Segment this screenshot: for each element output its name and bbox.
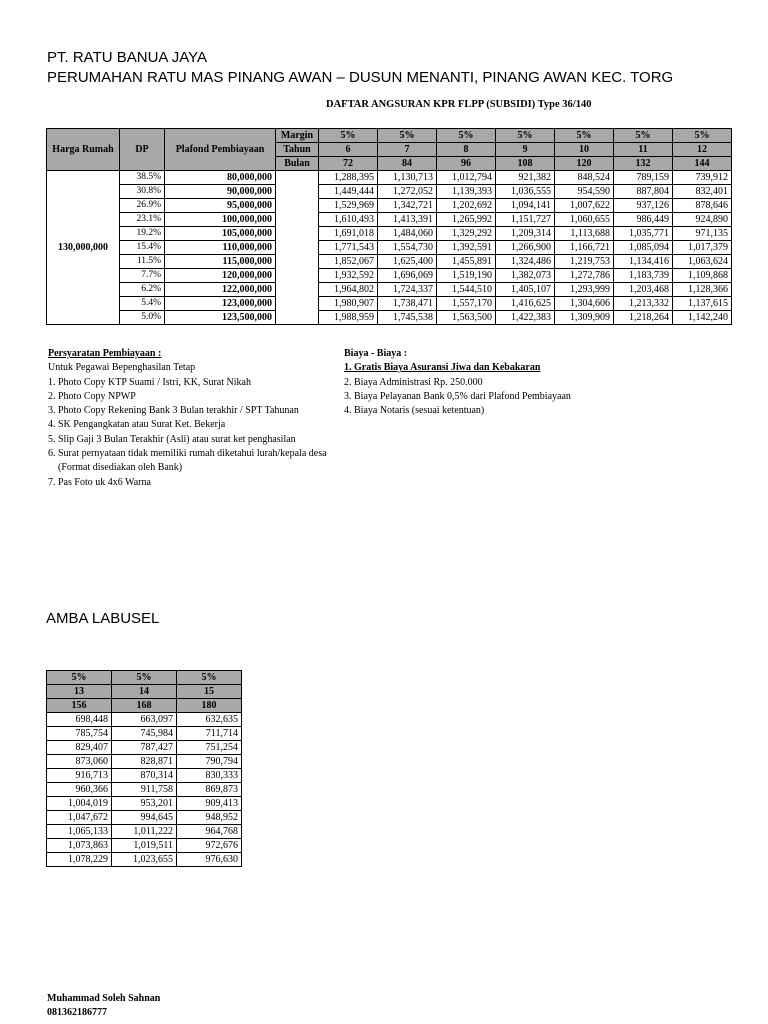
installment-cell: 1,272,052 [378, 185, 437, 199]
installment-cell: 1,265,992 [437, 213, 496, 227]
installment-cell: 1,019,511 [112, 839, 177, 853]
tahun-cell: 11 [614, 143, 673, 157]
plafond-cell: 123,500,000 [165, 311, 276, 325]
margin-cell: 5% [555, 129, 614, 143]
table-title: DAFTAR ANGSURAN KPR FLPP (SUBSIDI) Type 36/140 [326, 99, 592, 110]
table-row [47, 769, 242, 783]
header-row-tahun [47, 685, 242, 699]
table-row [47, 213, 732, 227]
tahun-cell: 6 [319, 143, 378, 157]
installment-cell: 976,630 [177, 853, 242, 867]
requirement-item: Untuk Pegawai Bepenghasilan Tetap [48, 362, 196, 374]
bulan-cell: 84 [378, 157, 437, 171]
installment-cell: 1,078,229 [47, 853, 112, 867]
installment-cell: 1,134,416 [614, 255, 673, 269]
installment-cell: 1,065,133 [47, 825, 112, 839]
margin-cell: 5% [47, 671, 112, 685]
installment-cell: 1,272,786 [555, 269, 614, 283]
table-row [47, 755, 242, 769]
installment-cell: 1,691,018 [319, 227, 378, 241]
dp-cell: 11.5% [120, 255, 165, 269]
col-dp: DP [120, 129, 165, 171]
installment-cell: 1,085,094 [614, 241, 673, 255]
label-tahun: Tahun [276, 143, 319, 157]
installment-cell: 1,610,493 [319, 213, 378, 227]
table-row [47, 713, 242, 727]
installment-cell: 1,557,170 [437, 297, 496, 311]
plafond-cell: 123,000,000 [165, 297, 276, 311]
bulan-cell: 72 [319, 157, 378, 171]
tahun-cell: 12 [673, 143, 732, 157]
table-row [47, 797, 242, 811]
installment-cell: 1,422,383 [496, 311, 555, 325]
installment-cell: 1,266,900 [496, 241, 555, 255]
dp-cell: 30.8% [120, 185, 165, 199]
installment-cell: 1,738,471 [378, 297, 437, 311]
bulan-cell: 168 [112, 699, 177, 713]
installment-cell: 878,646 [673, 199, 732, 213]
installment-cell: 909,413 [177, 797, 242, 811]
plafond-cell: 105,000,000 [165, 227, 276, 241]
installment-cell: 1,137,615 [673, 297, 732, 311]
installment-cell: 1,202,692 [437, 199, 496, 213]
table-row [47, 727, 242, 741]
table-row [47, 199, 732, 213]
installment-cell: 1,563,500 [437, 311, 496, 325]
installment-cell: 870,314 [112, 769, 177, 783]
installment-cell: 1,324,486 [496, 255, 555, 269]
installment-cell: 1,130,713 [378, 171, 437, 185]
plafond-cell: 122,000,000 [165, 283, 276, 297]
label-bulan: Bulan [276, 157, 319, 171]
installment-cell: 972,676 [177, 839, 242, 853]
dp-cell: 7.7% [120, 269, 165, 283]
plafond-cell: 100,000,000 [165, 213, 276, 227]
installment-cell: 832,401 [673, 185, 732, 199]
table-row [47, 255, 732, 269]
installment-cell: 1,382,073 [496, 269, 555, 283]
installment-cell: 1,011,222 [112, 825, 177, 839]
margin-cell: 5% [378, 129, 437, 143]
extended-table-body [47, 713, 242, 867]
dp-cell: 15.4% [120, 241, 165, 255]
installment-cell: 663,097 [112, 713, 177, 727]
table-row [47, 741, 242, 755]
col-harga-rumah: Harga Rumah [47, 129, 120, 171]
extended-installment-table [46, 670, 242, 867]
costs-title: Biaya - Biaya : [344, 348, 408, 359]
tahun-cell: 8 [437, 143, 496, 157]
costs-list [344, 376, 571, 417]
installment-cell: 1,304,606 [555, 297, 614, 311]
plafond-cell: 90,000,000 [165, 185, 276, 199]
tahun-cell: 13 [47, 685, 112, 699]
installment-cell: 785,754 [47, 727, 112, 741]
installment-cell: 1,625,400 [378, 255, 437, 269]
header-row-margin [47, 671, 242, 685]
margin-cell: 5% [437, 129, 496, 143]
table-row [47, 825, 242, 839]
requirement-item: 1. Photo Copy KTP Suami / Istri, KK, Surat Nikah [48, 376, 251, 388]
table-row [47, 839, 242, 853]
margin-cell: 5% [112, 671, 177, 685]
installment-cell: 739,912 [673, 171, 732, 185]
table-row [47, 311, 732, 325]
installment-cell: 1,964,802 [319, 283, 378, 297]
margin-cell: 5% [673, 129, 732, 143]
installment-cell: 1,218,264 [614, 311, 673, 325]
harga-rumah-cell: 130,000,000 [47, 171, 120, 325]
installment-cell: 1,209,314 [496, 227, 555, 241]
installment-cell: 1,405,107 [496, 283, 555, 297]
bulan-cell: 132 [614, 157, 673, 171]
installment-cell: 960,366 [47, 783, 112, 797]
installment-cell: 994,645 [112, 811, 177, 825]
installment-cell: 964,768 [177, 825, 242, 839]
bulan-cell: 144 [673, 157, 732, 171]
bulan-cell: 96 [437, 157, 496, 171]
table-row [47, 227, 732, 241]
installment-cell: 1,484,060 [378, 227, 437, 241]
installment-cell: 1,203,468 [614, 283, 673, 297]
installment-cell: 1,544,510 [437, 283, 496, 297]
dp-cell: 26.9% [120, 199, 165, 213]
installment-cell: 1,036,555 [496, 185, 555, 199]
installment-cell: 787,427 [112, 741, 177, 755]
installment-cell: 698,448 [47, 713, 112, 727]
installment-cell: 1,519,190 [437, 269, 496, 283]
installment-cell: 1,449,444 [319, 185, 378, 199]
margin-cell: 5% [614, 129, 673, 143]
table-row [47, 811, 242, 825]
requirements-title: Persyaratan Pembiayaan : [48, 348, 162, 359]
plafond-cell: 95,000,000 [165, 199, 276, 213]
cost-item: 2. Biaya Administrasi Rp. 250.000 [344, 376, 483, 388]
table-row [47, 171, 732, 185]
installment-cell: 869,873 [177, 783, 242, 797]
requirement-item: 5. Slip Gaji 3 Bulan Terakhir (Asli) atau surat ket penghasilan [48, 433, 296, 445]
installment-cell: 829,407 [47, 741, 112, 755]
installment-cell: 953,201 [112, 797, 177, 811]
table-row [47, 185, 732, 199]
tahun-cell: 7 [378, 143, 437, 157]
installment-cell: 1,109,868 [673, 269, 732, 283]
installment-cell: 1,724,337 [378, 283, 437, 297]
installment-cell: 789,159 [614, 171, 673, 185]
installment-cell: 848,524 [555, 171, 614, 185]
installment-cell: 751,254 [177, 741, 242, 755]
bulan-cell: 108 [496, 157, 555, 171]
installment-cell: 1,213,332 [614, 297, 673, 311]
installment-cell: 986,449 [614, 213, 673, 227]
installment-cell: 1,329,292 [437, 227, 496, 241]
installment-cell: 1,007,622 [555, 199, 614, 213]
installment-cell: 711,714 [177, 727, 242, 741]
margin-cell: 5% [177, 671, 242, 685]
table-row [47, 283, 732, 297]
installment-cell: 1,012,794 [437, 171, 496, 185]
amba-labusel-heading: AMBA LABUSEL [46, 610, 160, 627]
installment-cell: 1,047,672 [47, 811, 112, 825]
requirement-item: 4. SK Pengangkatan atau Surat Ket. Bekerja [48, 419, 226, 431]
table-row [47, 269, 732, 283]
installment-table-body [47, 171, 732, 325]
col-plafond: Plafond Pembiayaan [165, 129, 276, 171]
dp-cell: 5.0% [120, 311, 165, 325]
company-name: PT. RATU BANUA JAYA [47, 49, 208, 66]
installment-cell: 1,554,730 [378, 241, 437, 255]
dp-cell: 23.1% [120, 213, 165, 227]
plafond-cell: 110,000,000 [165, 241, 276, 255]
installment-cell: 1,455,891 [437, 255, 496, 269]
installment-cell: 1,771,543 [319, 241, 378, 255]
installment-cell: 1,073,863 [47, 839, 112, 853]
installment-cell: 1,309,909 [555, 311, 614, 325]
installment-cell: 1,017,379 [673, 241, 732, 255]
installment-cell: 1,988,959 [319, 311, 378, 325]
installment-cell: 1,113,688 [555, 227, 614, 241]
installment-cell: 924,890 [673, 213, 732, 227]
dp-cell: 6.2% [120, 283, 165, 297]
installment-cell: 790,794 [177, 755, 242, 769]
bulan-cell: 120 [555, 157, 614, 171]
cost-item-free-insurance: 1. Gratis Biaya Asuransi Jiwa dan Kebakaran [344, 362, 541, 374]
installment-cell: 1,852,067 [319, 255, 378, 269]
requirement-item: 7. Pas Foto uk 4x6 Warna [48, 476, 151, 488]
installment-cell: 1,745,538 [378, 311, 437, 325]
installment-cell: 1,932,592 [319, 269, 378, 283]
table-row [47, 783, 242, 797]
requirement-item: 2. Photo Copy NPWP [48, 390, 136, 402]
installment-cell: 1,392,591 [437, 241, 496, 255]
installment-cell: 1,151,727 [496, 213, 555, 227]
header-row-bulan [47, 699, 242, 713]
margin-cell: 5% [319, 129, 378, 143]
installment-cell: 1,063,624 [673, 255, 732, 269]
installment-cell: 916,713 [47, 769, 112, 783]
installment-cell: 911,758 [112, 783, 177, 797]
installment-cell: 948,952 [177, 811, 242, 825]
installment-cell: 1,288,395 [319, 171, 378, 185]
installment-cell: 971,135 [673, 227, 732, 241]
installment-cell: 1,980,907 [319, 297, 378, 311]
installment-cell: 1,416,625 [496, 297, 555, 311]
installment-cell: 828,871 [112, 755, 177, 769]
table-row [47, 853, 242, 867]
tahun-cell: 10 [555, 143, 614, 157]
installment-cell: 1,696,069 [378, 269, 437, 283]
installment-cell: 1,128,366 [673, 283, 732, 297]
installment-cell: 887,804 [614, 185, 673, 199]
installment-table [46, 128, 732, 325]
plafond-cell: 120,000,000 [165, 269, 276, 283]
bulan-cell: 180 [177, 699, 242, 713]
header-row-margin [47, 129, 732, 143]
plafond-cell: 115,000,000 [165, 255, 276, 269]
installment-cell: 1,023,655 [112, 853, 177, 867]
installment-cell: 1,004,019 [47, 797, 112, 811]
project-name: PERUMAHAN RATU MAS PINANG AWAN – DUSUN MENANTI, PINANG AWAN KEC. TORG [47, 69, 674, 86]
installment-cell: 1,094,141 [496, 199, 555, 213]
installment-cell: 745,984 [112, 727, 177, 741]
installment-cell: 1,342,721 [378, 199, 437, 213]
dp-cell: 5.4% [120, 297, 165, 311]
installment-cell: 873,060 [47, 755, 112, 769]
requirement-item: 6. Surat pernyataan tidak memiliki rumah diketahui lurah/kepala desa [48, 448, 327, 460]
company-header [47, 48, 673, 88]
installment-cell: 1,139,393 [437, 185, 496, 199]
installment-cell: 1,142,240 [673, 311, 732, 325]
label-margin: Margin [276, 129, 319, 143]
cost-item: 3. Biaya Pelayanan Bank 0,5% dari Plafond Pembiayaan [344, 390, 571, 402]
installment-cell: 1,219,753 [555, 255, 614, 269]
installment-cell: 830,333 [177, 769, 242, 783]
installment-cell: 954,590 [555, 185, 614, 199]
contact-block [47, 992, 160, 1020]
installment-cell: 1,060,655 [555, 213, 614, 227]
plafond-cell: 80,000,000 [165, 171, 276, 185]
tahun-cell: 9 [496, 143, 555, 157]
bulan-cell: 156 [47, 699, 112, 713]
installment-cell: 1,183,739 [614, 269, 673, 283]
margin-cell: 5% [496, 129, 555, 143]
installment-cell: 1,166,721 [555, 241, 614, 255]
tahun-cell: 14 [112, 685, 177, 699]
installment-cell: 1,035,771 [614, 227, 673, 241]
dp-cell: 38.5% [120, 171, 165, 185]
empty-cell [276, 171, 319, 325]
table-row [47, 297, 732, 311]
dp-cell: 19.2% [120, 227, 165, 241]
installment-cell: 632,635 [177, 713, 242, 727]
contact-name: Muhammad Soleh Sahnan [47, 993, 161, 1004]
installment-cell: 921,382 [496, 171, 555, 185]
installment-cell: 1,529,969 [319, 199, 378, 213]
installment-cell: 1,413,391 [378, 213, 437, 227]
installment-cell: 937,126 [614, 199, 673, 213]
costs-section [344, 347, 571, 417]
requirements-list [48, 361, 327, 488]
cost-item: 4. Biaya Notaris (sesuai ketentuan) [344, 405, 485, 417]
contact-phone: 081362186777 [47, 1007, 107, 1018]
tahun-cell: 15 [177, 685, 242, 699]
installment-cell: 1,293,999 [555, 283, 614, 297]
requirements-section [48, 347, 327, 488]
requirement-item: 3. Photo Copy Rekening Bank 3 Bulan terakhir / SPT Tahunan [48, 405, 299, 417]
table-row [47, 241, 732, 255]
requirement-item: (Format disediakan oleh Bank) [48, 462, 183, 474]
